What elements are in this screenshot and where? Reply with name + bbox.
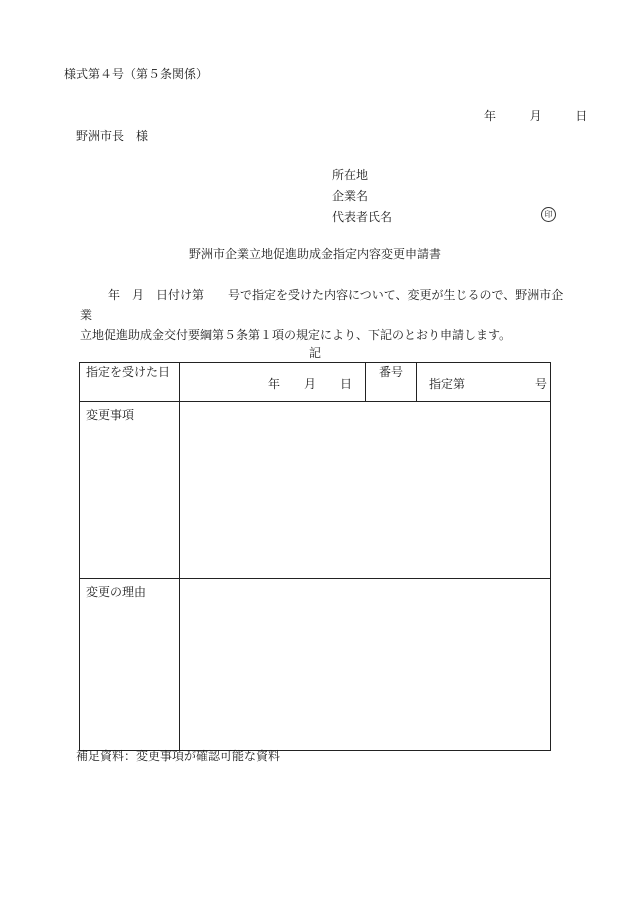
designated-date-month: 月: [304, 377, 317, 391]
designation-suffix: 号: [535, 377, 548, 391]
body-line-2: 立地促進助成金交付要綱第５条第１項の規定により、下記のとおり申請します。: [80, 328, 512, 342]
designation-prefix: 指定第: [429, 377, 466, 391]
date-day-label: 日: [575, 109, 588, 123]
application-table: [79, 362, 551, 751]
designated-date-day: 日: [340, 377, 353, 391]
change-reason-label: 変更の理由: [80, 579, 180, 751]
body-line-1: 年 月 日付け第 号で指定を受けた内容について、変更が生じるので、野洲市企業: [80, 288, 564, 322]
date-year-label: 年: [484, 109, 497, 123]
change-items-field[interactable]: [180, 402, 551, 579]
designated-date-field[interactable]: [180, 363, 366, 402]
address-label: 所在地: [332, 168, 369, 182]
form-number: 様式第４号（第５条関係）: [64, 67, 209, 81]
change-items-label: 変更事項: [80, 402, 180, 579]
designated-date-year: 年: [268, 377, 281, 391]
designation-number-field[interactable]: [417, 363, 551, 402]
applicant-block: [332, 165, 392, 228]
document-title: 野洲市企業立地促進助成金指定内容変更申請書: [188, 247, 441, 261]
number-label: 番号: [366, 363, 417, 402]
body-text: [80, 285, 570, 345]
supplementary-note: 補足資料：変更事項が確認可能な資料: [76, 749, 281, 763]
seal-icon: 印: [541, 207, 556, 222]
designated-date-label: 指定を受けた日: [80, 363, 180, 402]
change-reason-field[interactable]: [180, 579, 551, 751]
representative-label: 代表者氏名: [332, 210, 393, 224]
company-label: 企業名: [332, 189, 369, 203]
ki-heading: 記: [308, 346, 321, 360]
date-month-label: 月: [529, 109, 542, 123]
submission-date: [484, 107, 587, 124]
addressee: 野洲市長 様: [76, 129, 149, 143]
